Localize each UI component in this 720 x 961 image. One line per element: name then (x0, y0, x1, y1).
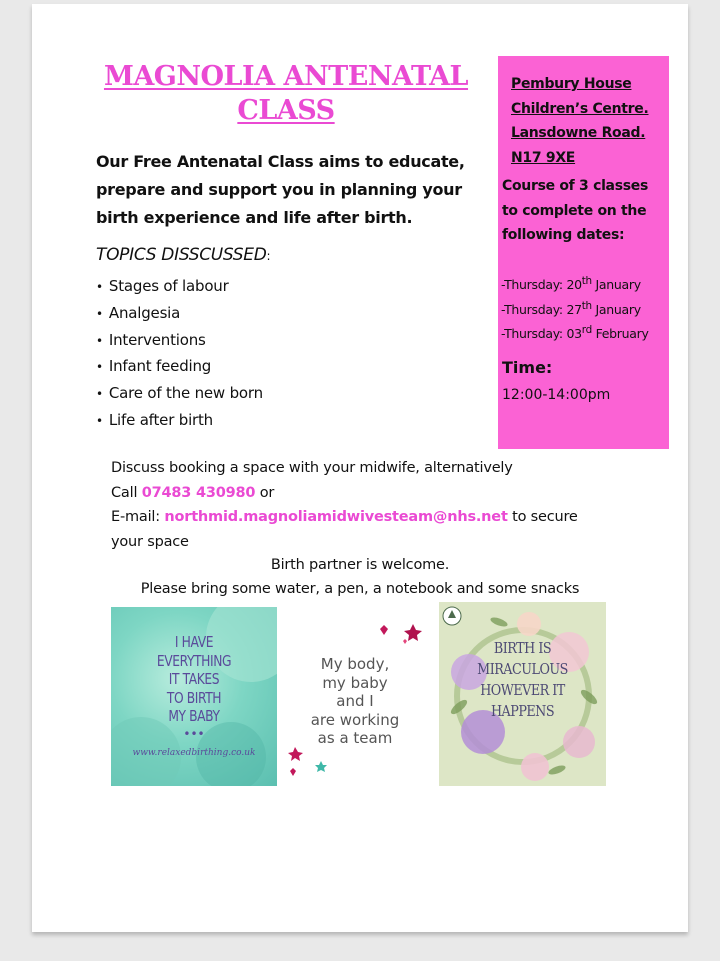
address-line: N17 9XE (511, 149, 576, 166)
email-link[interactable]: northmid.magnoliamidwivesteam@nhs.net (164, 509, 508, 525)
affirmation2-text (285, 655, 425, 748)
date-day: -Thursday: 20 (501, 277, 582, 293)
call-label: Call (111, 484, 142, 501)
topic-item: • Life after birth (96, 408, 263, 435)
intro-text: Our Free Antenatal Class aims to educate, prepare and support you in planning your birth experience and life after birth. (96, 152, 465, 227)
affirmation-line: I HAVE (174, 633, 214, 651)
affirmation-line: and I (336, 692, 374, 710)
email-suffix: to secure your space (111, 509, 578, 550)
email-label: E-mail: (111, 509, 165, 525)
affirmation-line: IT TAKES (168, 670, 220, 689)
date-month: February (591, 326, 649, 342)
topics-heading-colon: : (266, 249, 271, 263)
class-dates (501, 271, 669, 345)
topic-item: • Infant feeding (96, 354, 263, 381)
topic-item: • Analgesia (96, 301, 263, 328)
bring-note: Please bring some water, a pen, a notebook and some snacks (140, 581, 580, 597)
star-icon (288, 747, 303, 761)
heart-icon (380, 625, 388, 635)
affirmation3-text (452, 638, 594, 722)
date-day: -Thursday: 03 (501, 326, 582, 342)
topics-heading (96, 245, 270, 265)
phone-link[interactable]: 07483 430980 (141, 484, 256, 501)
call-line (111, 481, 611, 506)
date-suffix: rd (581, 324, 592, 337)
topics-heading-text: TOPICS DISSCUSSED (96, 245, 267, 265)
affirmation1-dots: ••• (183, 727, 205, 741)
time-label: Time: (502, 358, 553, 377)
topic-item: • Care of the new born (96, 381, 263, 408)
affirmation-line: are working (310, 710, 400, 729)
class-date (501, 320, 669, 345)
date-suffix: th (581, 275, 592, 287)
affirmation-line: MIRACULOUS (477, 660, 568, 678)
class-date (501, 271, 669, 296)
topics-list (96, 274, 263, 435)
affirmation-image-hearts (285, 619, 425, 784)
date-month: January (591, 277, 641, 293)
affirmation-line: my baby (322, 673, 388, 692)
flyer-title: MAGNOLIA ANTENATAL CLASS (103, 61, 469, 126)
venue-address (511, 72, 669, 170)
booking-line: Discuss booking a space with your midwife, alternatively (111, 460, 513, 476)
address-line: Pembury House (511, 76, 632, 92)
date-suffix: th (581, 299, 592, 312)
info-sidebox (498, 56, 669, 449)
affirmation-line: EVERYTHING (156, 651, 232, 670)
affirmation-line: BIRTH IS (493, 639, 552, 657)
affirmation-line: HOWEVER IT (480, 681, 565, 699)
affirmation-line: TO BIRTH (166, 688, 222, 707)
affirmation1-text (126, 633, 262, 726)
call-or: or (255, 484, 275, 501)
affirmation-line: HAPPENS (490, 702, 555, 720)
affirmation-image-teal (111, 607, 277, 786)
affirmation-image-wreath (439, 602, 606, 786)
address-line: Lansdowne Road. (511, 125, 646, 142)
partner-note: Birth partner is welcome. (270, 557, 450, 573)
topic-item: • Stages of labour (96, 274, 263, 301)
affirmation-line: MY BABY (168, 707, 220, 726)
booking-info (111, 456, 611, 554)
star-icon (404, 624, 422, 641)
address-line: Children’s Centre. (511, 100, 649, 117)
heart-icon (403, 639, 407, 644)
email-line (111, 505, 611, 554)
flyer-page (32, 4, 688, 932)
affirmation1-url: www.relaxedbirthing.co.uk (132, 748, 256, 758)
heart-icon (290, 768, 296, 776)
date-month: January (591, 301, 641, 317)
affirmation-line: as a team (317, 729, 393, 747)
logo-icon (443, 607, 461, 625)
class-date (501, 296, 669, 321)
star-icon (315, 761, 327, 772)
topic-item: • Interventions (96, 328, 263, 355)
course-info: Course of 3 classes to complete on the following dates: (502, 178, 649, 243)
date-day: -Thursday: 27 (501, 301, 582, 317)
time-value: 12:00-14:00pm (502, 387, 611, 403)
affirmation-line: My body, (320, 655, 390, 673)
